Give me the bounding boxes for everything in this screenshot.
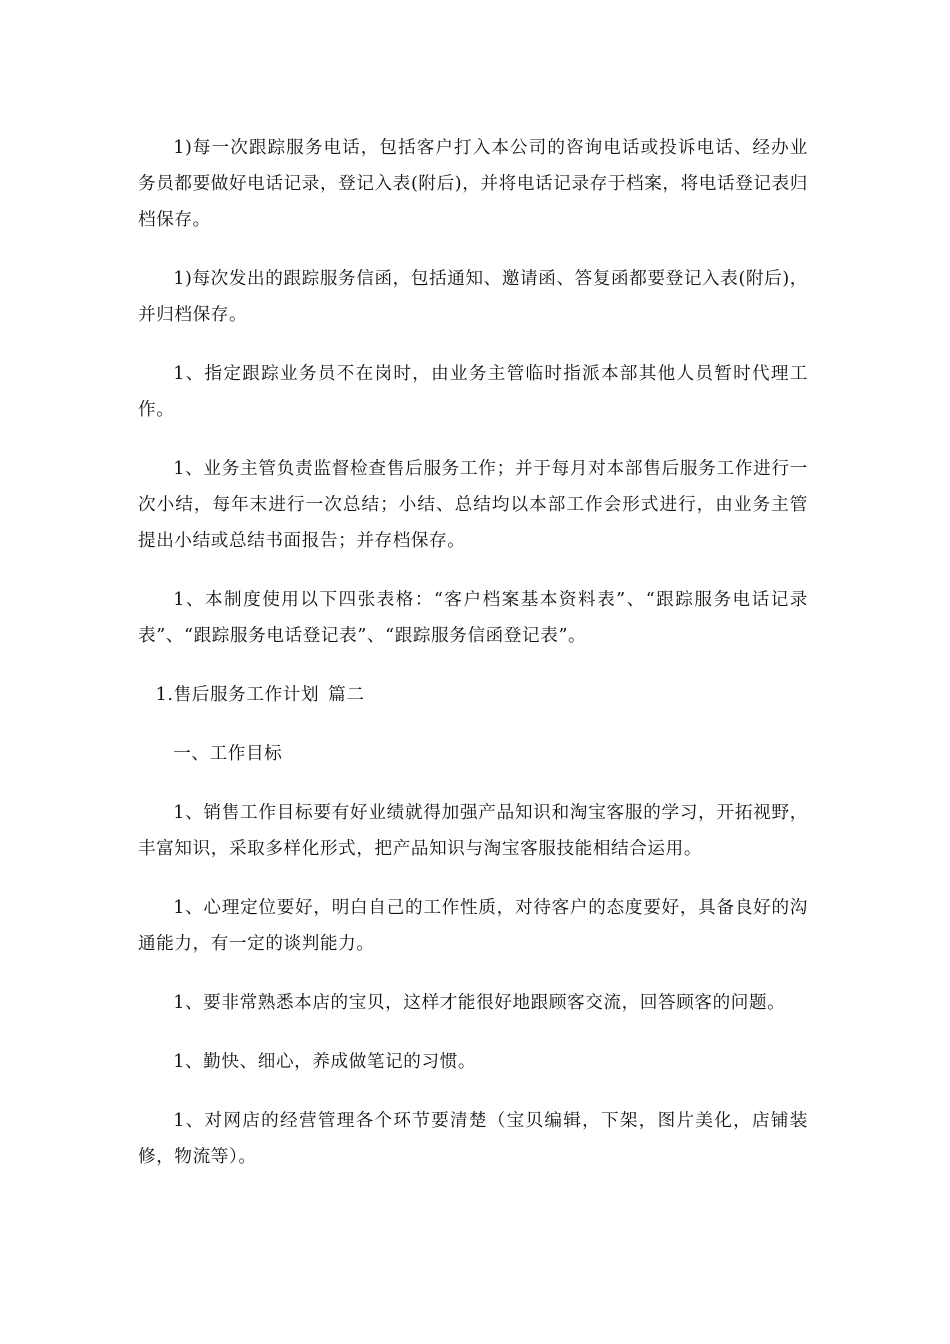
section-part: 篇二 (328, 685, 365, 705)
paragraph-supervisor-review: 1、业务主管负责监督检查售后服务工作；并于每月对本部售后服务工作进行一次小结，每年末进行一次总结；小结、总结均以本部工作会形式进行，由业务主管提出小结或总结书面报告；并存档保存。 (138, 459, 808, 551)
section-title: 售后服务工作计划 (173, 685, 320, 705)
section-number: 1. (155, 685, 174, 705)
document-body (138, 130, 808, 1198)
paragraph-forms-list: 1、本制度使用以下四张表格：“客户档案基本资料表”、“跟踪服务电话记录表”、“跟踪服务电话登记表”、“跟踪服务信函登记表”。 (138, 590, 808, 646)
subheading-work-goals: 一、工作目标 (173, 744, 283, 764)
paragraph-diligence: 1、勤快、细心，养成做笔记的习惯。 (173, 1052, 477, 1072)
paragraph-substitute-staff: 1、指定跟踪业务员不在岗时，由业务主管临时指派本部其他人员暂时代理工作。 (138, 364, 808, 420)
paragraph-sales-goal: 1、销售工作目标要有好业绩就得加强产品知识和淘宝客服的学习，开拓视野，丰富知识，采取多样化形式，把产品知识与淘宝客服技能相结合运用。 (138, 803, 808, 859)
section-heading (138, 677, 808, 713)
paragraph-phone-record: 1)每一次跟踪服务电话，包括客户打入本公司的咨询电话或投诉电话、经办业务员都要做好电话记录，登记入表(附后)，并将电话记录存于档案，将电话登记表归档保存。 (138, 138, 808, 230)
paragraph-mindset: 1、心理定位要好，明白自己的工作性质，对待客户的态度要好，具备良好的沟通能力，有一定的谈判能力。 (138, 898, 808, 954)
paragraph-product-knowledge: 1、要非常熟悉本店的宝贝，这样才能很好地跟顾客交流，回答顾客的问题。 (173, 993, 786, 1013)
paragraph-shop-management: 1、对网店的经营管理各个环节要清楚（宝贝编辑，下架，图片美化，店铺装修，物流等）。 (138, 1111, 808, 1167)
paragraph-letter-record: 1)每次发出的跟踪服务信函，包括通知、邀请函、答复函都要登记入表(附后)，并归档保存。 (138, 269, 808, 325)
